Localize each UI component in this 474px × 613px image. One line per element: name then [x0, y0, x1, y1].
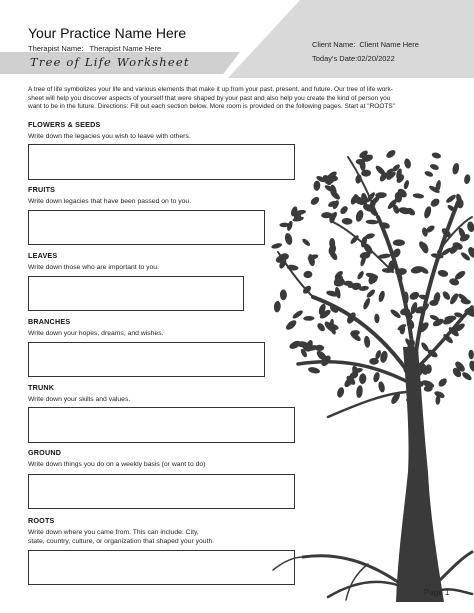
- tree-leaf: [363, 336, 370, 349]
- tree-leaf: [356, 385, 364, 398]
- section-desc-ground: Write down things you do on a weekly basis (or want to do): [28, 461, 206, 468]
- section-desc-branches: Write down your hopes, dreams, and wishes.: [28, 330, 164, 337]
- intro-text: [28, 86, 448, 112]
- tree-leaf: [445, 193, 457, 204]
- client-value[interactable]: Client Name Here: [359, 40, 419, 49]
- tree-leaf: [309, 195, 320, 206]
- tree-leaf: [303, 316, 314, 321]
- tree-leaf: [385, 148, 397, 159]
- section-title-branches: BRANCHES: [28, 317, 71, 326]
- tree-leaf: [271, 242, 283, 249]
- tree-leaf: [273, 301, 281, 313]
- section-desc-trunk: Write down your skills and values.: [28, 396, 131, 403]
- tree-leaf: [403, 158, 412, 169]
- tree-leaf: [408, 290, 420, 301]
- tree-leaf: [437, 377, 448, 388]
- tree-leaf: [448, 292, 459, 305]
- section-title-trunk: TRUNK: [28, 383, 55, 392]
- answer-box-flowers-seeds[interactable]: [28, 144, 295, 180]
- answer-box-ground[interactable]: [28, 474, 295, 509]
- answer-box-leaves[interactable]: [28, 276, 244, 311]
- page-number: Page 1: [424, 588, 450, 597]
- tree-leaf: [362, 297, 372, 310]
- tree-leaf: [307, 366, 320, 374]
- tree-leaf: [336, 386, 345, 398]
- section-title-roots: ROOTS: [28, 516, 55, 525]
- section-desc-flowers-seeds: Write down the legacies you wish to leave with others.: [28, 133, 191, 140]
- intro-line: A tree of life symbolizes your life and various elements that make it up from your past, present, and future. Our tree of life work-: [28, 86, 393, 93]
- practice-name: Your Practice Name Here: [28, 25, 187, 41]
- tree-leaf: [452, 162, 460, 175]
- tree-leaf: [410, 265, 424, 275]
- tree-leaf: [378, 290, 386, 303]
- date-line: [312, 54, 395, 63]
- tree-leaf: [291, 309, 304, 320]
- tree-leaf: [378, 381, 386, 393]
- tree-leaf: [313, 180, 320, 191]
- tree-leaf: [441, 290, 451, 301]
- date-label: Today's Date:: [312, 54, 358, 63]
- tree-of-life-illustration: [258, 132, 474, 602]
- tree-leaf: [393, 239, 405, 246]
- section-desc-roots-2: state, country, culture, or organization that shaped your youth.: [28, 538, 215, 545]
- worksheet-title: Tree of Life Worksheet: [30, 55, 190, 69]
- tree-leaf: [354, 209, 364, 223]
- tree-leaf: [468, 360, 474, 373]
- tree-leaf: [356, 270, 365, 280]
- section-desc-roots: Write down where you came from. This can include: City,: [28, 529, 199, 536]
- tree-leaf: [389, 308, 402, 319]
- tree-leaf: [303, 270, 313, 278]
- tree-leaf: [280, 289, 287, 300]
- tree-leaf: [359, 373, 367, 384]
- answer-box-trunk[interactable]: [28, 407, 295, 443]
- tree-leaf: [284, 318, 298, 331]
- tree-leaf: [437, 269, 449, 278]
- tree-leaf: [429, 163, 439, 171]
- tree-leaf: [374, 313, 380, 323]
- tree-leaf: [284, 232, 294, 245]
- tree-leaf: [403, 179, 410, 190]
- answer-box-branches[interactable]: [28, 342, 265, 377]
- section-title-flowers-seeds: FLOWERS & SEEDS: [28, 120, 101, 129]
- tree-leaf: [429, 197, 441, 208]
- answer-box-roots[interactable]: [28, 550, 295, 585]
- tree-leaf: [463, 174, 471, 185]
- section-desc-leaves: Write down those who are important to you.: [28, 264, 159, 271]
- tree-leaf: [301, 237, 311, 247]
- tree-leaf: [431, 152, 441, 160]
- tree-leaf: [355, 174, 363, 184]
- section-desc-fruits: Write down legacies that have been passed on to you.: [28, 198, 192, 205]
- tree-leaf: [424, 170, 434, 178]
- tree-leaf: [468, 350, 474, 360]
- intro-line: want to be in the future. Directions: Fill out each section below. More room is provided on the following pages. Start at "ROOTS": [28, 103, 395, 111]
- section-title-leaves: LEAVES: [28, 251, 58, 260]
- tree-leaf: [342, 218, 353, 225]
- tree-leaf: [372, 371, 380, 383]
- intro-line: sheet will help you discover aspects of yourself that were shaped by your past and also help you create the kind of person you: [28, 94, 391, 102]
- date-value[interactable]: 02/20/2022: [357, 54, 395, 63]
- section-title-fruits: FRUITS: [28, 185, 56, 194]
- tree-leaf: [365, 219, 378, 224]
- therapist-label: Therapist Name:: [28, 44, 84, 53]
- tree-leaf: [466, 221, 474, 233]
- tree-leaf: [423, 205, 433, 219]
- therapist-value[interactable]: Therapist Name Here: [89, 44, 162, 53]
- client-line: [312, 40, 419, 49]
- tree-leaf: [461, 371, 473, 382]
- tree-leaf: [351, 330, 360, 335]
- client-label: Client Name:: [312, 40, 356, 49]
- therapist-line: [28, 44, 161, 53]
- section-title-ground: GROUND: [28, 448, 62, 457]
- tree-leaf: [412, 193, 424, 199]
- answer-box-fruits[interactable]: [28, 210, 265, 245]
- tree-leaf: [339, 205, 349, 216]
